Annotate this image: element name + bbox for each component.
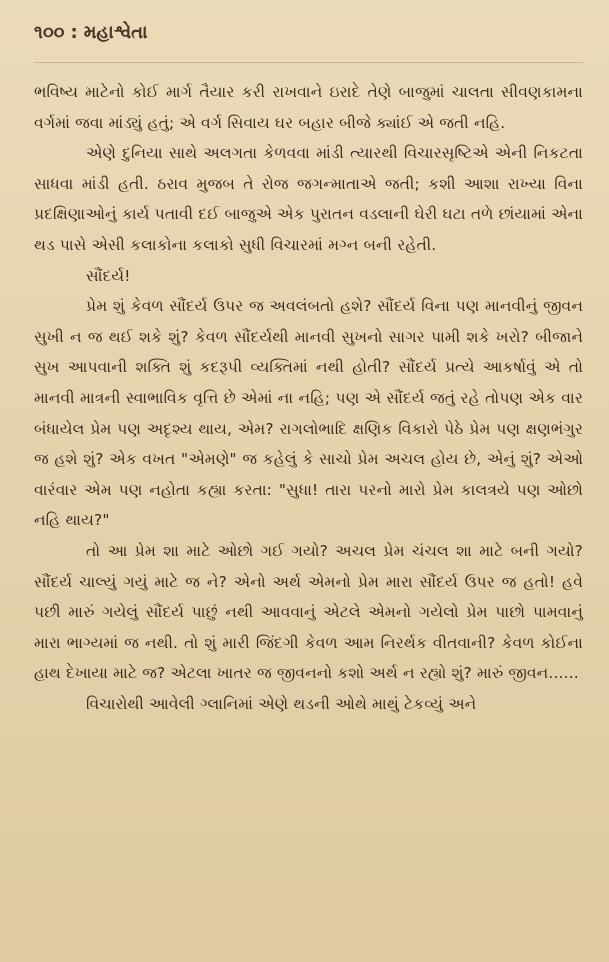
paragraph-1: ભવિષ્ય માટેનો કોઈ માર્ગ તૈયાર કરી રાખવાને ઇરાદે તેણે બાજુમાં ચાલતા સીવણકામના વર્ગમાં જવા માંડ્યું હતું; એ વર્ગ સિવાય ઘર બહાર બીજે ક્યાંઈ એ જતી નહિ. xyxy=(34,83,583,132)
paragraph-5: તો આ પ્રેમ શા માટે ઓછો ગઈ ગયો? અચલ પ્રેમ ચંચલ શા માટે બની ગયો? સૌંદર્ય ચાલ્યું ગયું માટે જ ને? એનો અર્થ એમનો પ્રેમ મારા સૌંદર્ય ઉપર જ હતો! હવે પછી મારું ગયેલું સૌંદર્ય પાછું નથી આવવાનું એટલે એમનો ગયેલો પ્રેમ પાછો પામવાનું મારા ભાગ્યમાં જ નથી. તો શું મારી જિંદગી કેવળ આમ નિરર્થક વીતવાની? કેવળ કોઈના હાથ દેખાયા માટે જ? એટલા ખાતર જ જીવનનો કશો અર્થ ન રહ્યો શું? મારું જીવન...... xyxy=(34,541,583,683)
paragraph-2: એણે દુનિયા સાથે અલગતા કેળવવા માંડી ત્યારથી વિચારસૃષ્ટિએ એની નિકટતા સાધવા માંડી હતી. ઠરાવ મુજબ તે રોજ જગન્માતાએ જતી; કશી આશા રાખ્યા વિના પ્રદક્ષિણાઓનું કાર્ય પતાવી દઈ બાજુએ એક પુરાતન વડલાની ઘેરી ઘટા તળે છાંયામાં એના થડ પાસે એસી કલાકોના કલાકો સુધી વિચારમાં મગ્ન બની રહેતી. xyxy=(34,144,583,254)
paragraph-6: વિચારોથી આવેલી ગ્લાનિમાં એણે થડની ઓથે માથું ટેકવ્યું અને xyxy=(86,694,477,713)
header-title: મહાશ્વેતા xyxy=(83,22,148,43)
header-rule xyxy=(34,62,583,63)
running-header xyxy=(34,22,583,58)
body-text xyxy=(34,77,583,719)
paragraph-4: પ્રેમ શું કેવળ સૌંદર્ય ઉપર જ અવલંબતો હશે? સૌંદર્ય વિના પણ માનવીનું જીવન સુખી ન જ થઈ શકે શું? કેવળ સૌંદર્યથી માનવી સુખનો સાગર પામી શકે ખરો? બીજાને સુખ આપવાની શક્તિ શું કદરૂપી વ્યક્તિમાં નથી હોતી? સૌંદર્ય પ્રત્યે આકર્ષાવું એ તો માનવી માત્રની સ્વાભાવિક વૃત્તિ છે એમાં ના નહિ; પણ એ સૌંદર્ય જતું રહે તોપણ એક વાર બંધાયેલ પ્રેમ પણ અદૃશ્ય થાય, એમ? રાગલોભાદિ ક્ષણિક વિકારો પેઠે પ્રેમ પણ ક્ષણભંગુર જ હશે શું? એક વખત "એમણે" જ કહેલું કે સાચો પ્રેમ અચલ હોય છે, એનું શું? એઓ વારંવાર એમ પણ નહોતા કહ્યા કરતા: "સુધા! તારા પરનો મારો પ્રેમ કાલત્રયે પણ ઓછો નહિ થાય?" xyxy=(34,297,583,530)
header-separator: : xyxy=(70,22,78,43)
paragraph-3: સૌંદર્ય! xyxy=(86,266,131,285)
page-number: ૧૦૦ xyxy=(34,22,65,43)
